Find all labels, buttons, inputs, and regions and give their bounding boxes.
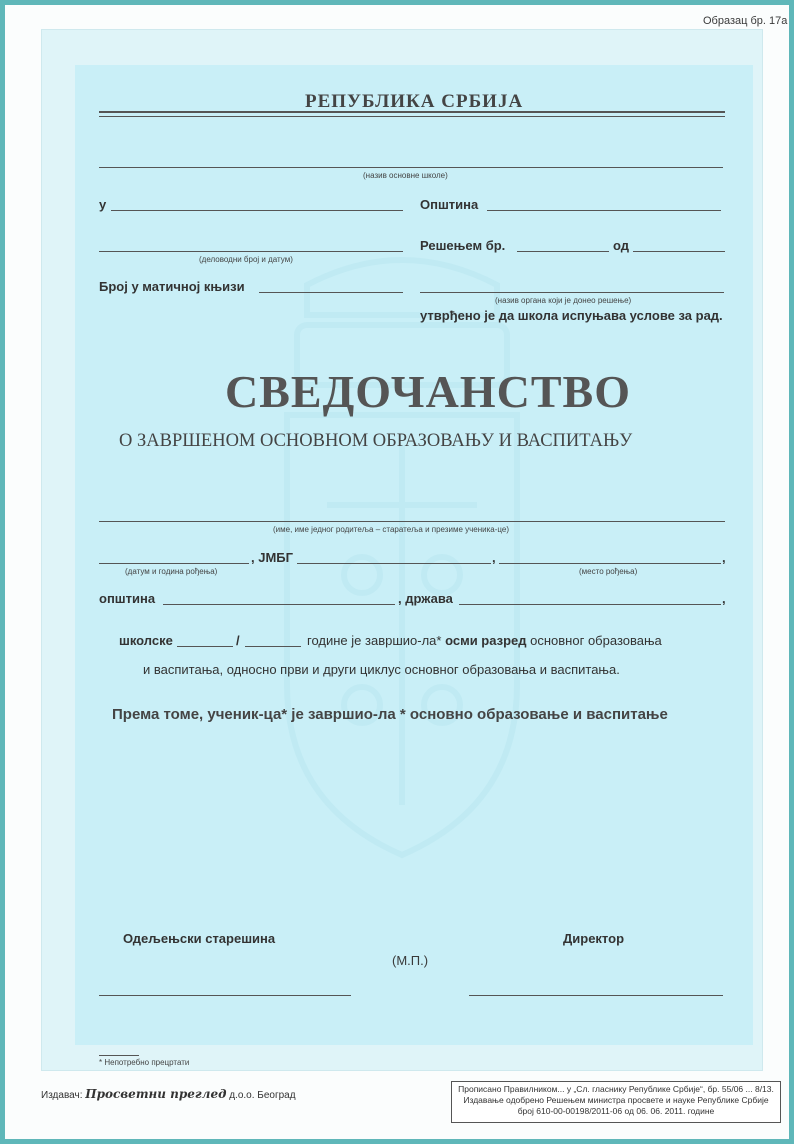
- year-to-line: [245, 646, 301, 647]
- maticna-label: Број у матичној књизи: [99, 279, 245, 294]
- certificate-title: СВЕДОЧАНСТВО: [225, 366, 631, 417]
- student-name-line: [99, 521, 725, 522]
- organ-line: [420, 292, 724, 293]
- certificate-subtitle: О ЗАВРШЕНОМ ОСНОВНОМ ОБРАЗОВАЊУ И ВАСПИТАЊУ: [119, 431, 633, 451]
- footnote-rule: [99, 1055, 139, 1056]
- opstina-label: Општина: [420, 197, 479, 212]
- school-name-caption: (назив основне школе): [363, 171, 448, 180]
- u-line: [111, 210, 403, 211]
- student-name-caption: (име, име једног родитеља – старатеља и презиме ученика-це): [273, 525, 510, 534]
- drzava-label: , држава: [398, 591, 453, 606]
- legal-notice-box: [451, 1081, 781, 1123]
- completion-grade: осми разред: [445, 633, 527, 648]
- legal-line-2: Издавање одобрено Решењем министра просвете и науке Републике Србије: [463, 1095, 769, 1105]
- director-label: Директор: [563, 931, 625, 946]
- republic-heading: РЕПУБЛИКА СРБИЈА: [305, 91, 524, 112]
- delovodni-caption: (деловодни број и датум): [199, 255, 293, 264]
- comma-2: ,: [722, 550, 726, 565]
- maticna-line: [259, 292, 403, 293]
- form-number: Образац бр. 17а: [703, 15, 788, 27]
- double-rule-bottom: [99, 116, 725, 117]
- opstina-student-label: општина: [99, 591, 156, 606]
- completion-line-2: и васпитања, односно први и други циклус основног образовања и васпитања.: [143, 662, 620, 677]
- utvrdjeno-text: утврђено је да школа испуњава услове за рад.: [420, 308, 723, 323]
- completion-pre: године је завршио-ла*: [307, 633, 442, 648]
- resenjem-line: [517, 251, 609, 252]
- delovodni-line: [99, 251, 403, 252]
- director-signature-line: [469, 995, 723, 996]
- legal-line-1: Прописано Правилником... у „Сл. гласнику Републике Србије“, бр. 55/06 ... 8/13.: [458, 1084, 774, 1094]
- teacher-signature-line: [99, 995, 351, 996]
- opstina-student-line: [163, 604, 395, 605]
- jmbg-line: [297, 563, 491, 564]
- year-from-line: [177, 646, 233, 647]
- conclusion-text: Према томе, ученик-ца* је завршио-ла * основно образовање и васпитање: [112, 706, 668, 723]
- school-name-line: [99, 167, 723, 168]
- coat-of-arms-watermark: [267, 245, 537, 865]
- legal-line-3: број 610-00-00198/2011-06 од 06. 06. 2011. године: [517, 1106, 715, 1116]
- publisher: [41, 1087, 296, 1101]
- publisher-label: Издавач:: [41, 1090, 83, 1101]
- jmbg-label: , ЈМБГ: [251, 550, 293, 565]
- seal-label: (М.П.): [392, 953, 429, 968]
- dob-caption: (датум и година рођења): [125, 567, 218, 576]
- publisher-name: Просветни преглед: [85, 1087, 227, 1101]
- comma-1: ,: [492, 550, 496, 565]
- publisher-suffix: д.о.о. Београд: [229, 1090, 296, 1101]
- dob-line: [99, 563, 249, 564]
- place-line: [499, 563, 721, 564]
- footnote: * Непотребно прецртати: [99, 1058, 190, 1067]
- opstina-line: [487, 210, 721, 211]
- drzava-line: [459, 604, 721, 605]
- double-rule-top: [99, 111, 725, 113]
- place-caption: (место рођења): [579, 567, 638, 576]
- year-slash: /: [236, 633, 240, 648]
- u-label: у: [99, 197, 107, 212]
- completion-line-1: [307, 633, 662, 648]
- od-label: од: [613, 238, 630, 253]
- completion-post: основног образовања: [530, 633, 662, 648]
- resenjem-label: Решењем бр.: [420, 238, 506, 253]
- organ-caption: (назив органа који је донео решење): [495, 296, 632, 305]
- od-line: [633, 251, 725, 252]
- teacher-label: Одељењски старешина: [123, 931, 276, 946]
- comma-3: ,: [722, 591, 726, 606]
- skolske-label: школске: [119, 633, 173, 648]
